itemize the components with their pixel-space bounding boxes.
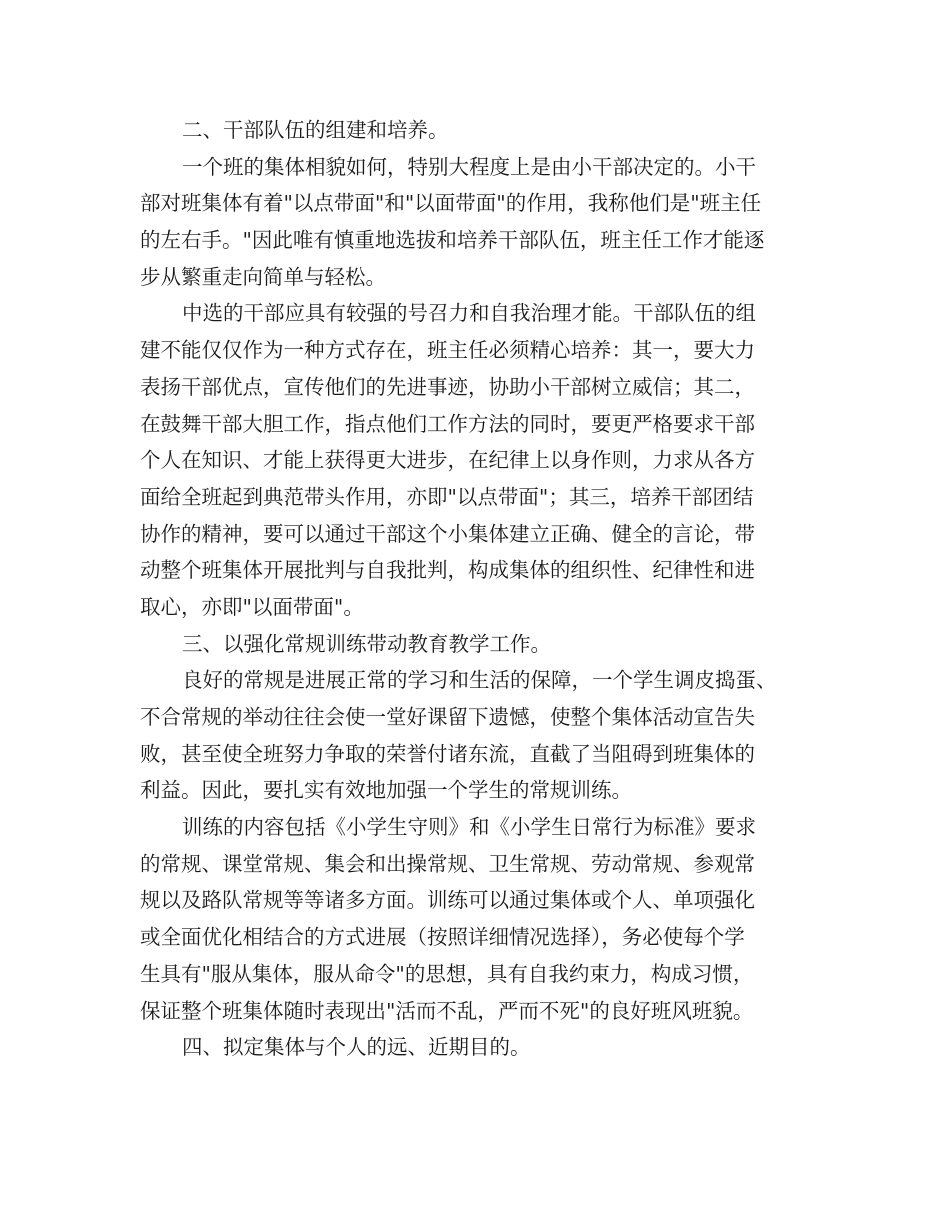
paragraph-line: 表扬干部优点，宣传他们的先进事迹，协助小干部树立威信；其二， — [140, 374, 755, 399]
paragraph-line: 中选的干部应具有较强的号召力和自我治理才能。干部队伍的组 — [182, 301, 756, 326]
paragraph-line: 部对班集体有着"以点带面"和"以面带面"的作用，我称他们是"班主任 — [140, 191, 762, 216]
section-heading-4: 四、拟定集体与个人的远、近期目的。 — [182, 1035, 531, 1060]
paragraph-line: 良好的常规是进展正常的学习和生活的保障，一个学生调皮捣蛋、 — [182, 668, 777, 693]
paragraph-line: 动整个班集体开展批判与自我批判，构成集体的组织性、纪律性和进 — [140, 558, 755, 583]
paragraph-line: 在鼓舞干部大胆工作，指点他们工作方法的同时，要更严格要求干部 — [140, 411, 755, 436]
paragraph-line: 训练的内容包括《小学生守则》和《小学生日常行为标准》要求 — [182, 815, 756, 840]
paragraph-line: 个人在知识、才能上获得更大进步，在纪律上以身作则，力求从各方 — [140, 448, 755, 473]
paragraph-line: 生具有"服从集体，服从命令"的思想，具有自我约束力，构成习惯， — [140, 961, 754, 986]
section-heading-2: 二、干部队伍的组建和培养。 — [182, 118, 449, 142]
section-heading-3: 三、以强化常规训练带动教育教学工作。 — [182, 631, 551, 656]
paragraph-line: 败，甚至使全班努力争取的荣誉付诸东流，直截了当阻碍到班集体的 — [140, 741, 755, 766]
document-body — [140, 112, 820, 1066]
paragraph-line: 步从繁重走向简单与轻松。 — [140, 264, 386, 289]
paragraph-line: 建不能仅仅作为一种方式存在，班主任必须精心培养：其一，要大力 — [140, 338, 755, 363]
paragraph-line: 一个班的集体相貌如何，特别大程度上是由小干部决定的。小干 — [182, 154, 756, 179]
paragraph-line: 面给全班起到典范带头作用，亦即"以点带面"；其三，培养干部团结 — [140, 484, 754, 509]
paragraph-line: 利益。因此，要扎实有效地加强一个学生的常规训练。 — [140, 778, 632, 803]
paragraph-line: 规以及路队常规等等诸多方面。训练可以通过集体或个人、单项强化 — [140, 888, 755, 913]
paragraph-line: 取心，亦即"以面带面"。 — [140, 594, 364, 619]
paragraph-line: 或全面优化相结合的方式进展（按照详细情况选择），务必使每个学 — [140, 925, 745, 950]
paragraph-line: 的常规、课堂常规、集会和出操常规、卫生常规、劳动常规、参观常 — [140, 851, 755, 876]
paragraph-line: 保证整个班集体随时表现出"活而不乱，严而不死"的良好班风班貌。 — [140, 998, 754, 1023]
paragraph-line: 的左右手。"因此唯有慎重地选拔和培养干部队伍，班主任工作才能逐 — [140, 228, 765, 253]
paragraph-line: 协作的精神，要可以通过干部这个小集体建立正确、健全的言论，带 — [140, 521, 755, 546]
paragraph-line: 不合常规的举动往往会使一堂好课留下遗憾，使整个集体活动宣告失 — [140, 705, 755, 729]
